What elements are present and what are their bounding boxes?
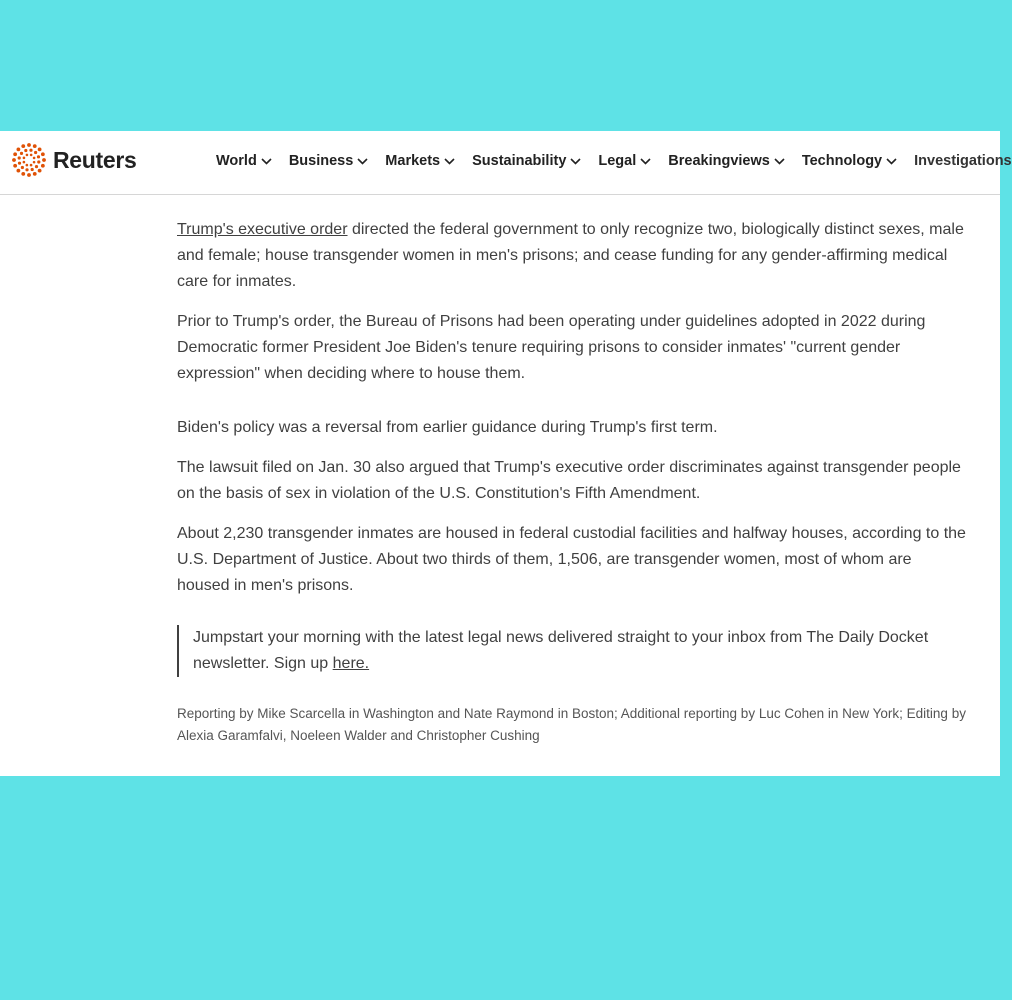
newsletter-text-body: Jumpstart your morning with the latest legal news delivered straight to your inbox from The Daily Docket newsletter. Sign up — [193, 629, 929, 672]
nav-item-sustainability[interactable] — [472, 153, 581, 169]
logo-dot — [29, 149, 32, 152]
logo-dot — [41, 164, 45, 168]
logo-dot — [33, 161, 36, 164]
logo-dot — [18, 156, 21, 159]
logo-dot — [21, 172, 25, 176]
nav-item-technology[interactable] — [802, 153, 897, 169]
nav-item-breakingviews[interactable] — [668, 153, 785, 169]
logo-dot — [26, 164, 29, 167]
newsletter-signup-link[interactable]: here. — [332, 655, 370, 672]
nav-item-world[interactable] — [216, 153, 272, 169]
logo-dot — [30, 154, 33, 157]
main-nav — [216, 149, 1012, 173]
logo-dot — [16, 169, 20, 173]
chevron-down-icon — [261, 158, 272, 165]
logo-dot — [42, 158, 46, 162]
reporting-credits: Reporting by Mike Scarcella in Washington and Nate Raymond in Boston; Additional reporting by Luc Cohen in New York; Editing by Alexia Garamfalvi, Noeleen Walder and Christopher Cushing — [177, 706, 966, 743]
top-background-band — [0, 0, 1000, 131]
logo-dot — [33, 157, 36, 160]
nav-label: Business — [288, 153, 354, 169]
logo-dot — [26, 154, 29, 157]
chevron-down-icon — [357, 158, 368, 165]
logo-dot — [37, 160, 40, 163]
nav-label: Breakingviews — [668, 153, 770, 169]
nav-item-business[interactable] — [289, 153, 368, 169]
nav-item-markets[interactable] — [385, 153, 455, 169]
nav-item-investigations[interactable] — [914, 153, 1012, 169]
article-body — [177, 217, 967, 747]
logo-dot — [37, 155, 40, 158]
logo-dot — [23, 157, 26, 160]
newsletter-callout — [177, 625, 967, 677]
executive-order-link[interactable]: Trump's executive order — [177, 221, 348, 238]
logo-dot — [27, 173, 31, 177]
logo-dot — [33, 172, 37, 176]
logo-dot — [21, 166, 24, 169]
logo-dot — [38, 169, 42, 173]
nav-label: World — [216, 153, 257, 169]
nav-label: Technology — [801, 153, 883, 169]
paragraph-4: The lawsuit filed on Jan. 30 also argued that Trump's executive order discriminates against transgender people on the basis of sex in violation of the U.S. Constitution's Fifth Amendment. — [177, 459, 961, 502]
logo-dot — [20, 152, 23, 155]
nav-label: Investigations — [914, 153, 1012, 169]
logo-dot — [31, 168, 34, 171]
nav-label: Sustainability — [472, 153, 567, 169]
logo-dot — [33, 144, 37, 148]
logo-dot — [38, 147, 42, 151]
newsletter-text — [193, 625, 967, 677]
chevron-down-icon — [774, 158, 785, 165]
bottom-background-band — [0, 776, 1000, 1000]
chevron-down-icon — [886, 158, 897, 165]
logo-wordmark: Reuters — [53, 146, 137, 173]
nav-label: Markets — [385, 153, 441, 169]
logo-dot — [21, 144, 25, 148]
logo-dot — [24, 149, 27, 152]
chevron-down-icon — [570, 158, 581, 165]
site-header — [0, 131, 1012, 195]
paragraph-2: Prior to Trump's order, the Bureau of Prisons had been operating under guidelines adopted in 2022 during Democratic former President Joe Biden's tenure requiring prisons to consider inmates' "current gender expression" when deciding where to house them. — [177, 313, 926, 382]
logo-dot — [41, 152, 45, 156]
paragraph-5: About 2,230 transgender inmates are housed in federal custodial facilities and halfway houses, according to the U.S. Department of Justice. About two thirds of them, 1,506, are transgender women, most of whom are housed in men's prisons. — [177, 525, 966, 594]
reuters-logo[interactable] — [11, 140, 137, 180]
nav-label: Legal — [598, 153, 637, 169]
chevron-down-icon — [444, 158, 455, 165]
logo-dot — [13, 152, 17, 156]
chevron-down-icon — [640, 158, 651, 165]
paragraph-1 — [177, 217, 967, 295]
logo-dot — [25, 168, 28, 171]
article-card — [0, 131, 1012, 776]
logo-dot — [18, 162, 21, 165]
logo-dot — [27, 143, 31, 147]
logo-dot — [13, 164, 17, 168]
paragraph-1-text: directed the federal government to only recognize two, biologically distinct sexes, male and female; house transgender women in men's prisons; and cease funding for any gender-affirming medical care for inmates. — [177, 221, 964, 290]
nav-item-legal[interactable] — [598, 153, 651, 169]
paragraph-3: Biden's policy was a reversal from earlier guidance during Trump's first term. — [177, 419, 718, 436]
logo-dot — [23, 161, 26, 164]
logo-dot — [12, 158, 16, 162]
logo-dot — [34, 151, 37, 154]
logo-dot — [16, 147, 20, 151]
reuters-dots-icon — [11, 142, 47, 178]
logo-dot — [35, 165, 38, 168]
logo-dot — [30, 164, 33, 167]
